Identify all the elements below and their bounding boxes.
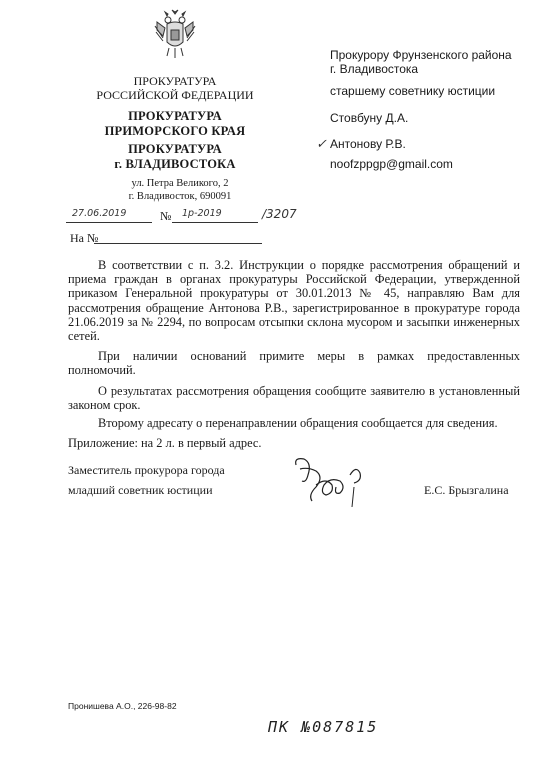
org-name-line2: РОССИЙСКОЙ ФЕДЕРАЦИИ [96, 88, 254, 102]
registration-number: 1р-2019 [182, 208, 222, 219]
coat-of-arms-emblem [153, 8, 197, 60]
region-line1: ПРОКУРАТУРА [128, 109, 222, 123]
address-line1: ул. Петра Великого, 2 [131, 178, 229, 189]
recipient1-line4: Стовбуну Д.А. [330, 111, 409, 125]
signer-title-line1: Заместитель прокурора города [68, 463, 225, 477]
executor-info: Пронишева А.О., 226-98-82 [68, 701, 177, 711]
number-underline [172, 222, 258, 223]
city-line2: г. ВЛАДИВОСТОКА [114, 157, 236, 171]
recipient1-line1: Прокурору Фрунзенского района [330, 48, 512, 62]
attachment-note: Приложение: на 2 л. в первый адрес. [68, 436, 262, 451]
recipient2-name: Антонову Р.В. [330, 137, 406, 151]
body-paragraph-4: Второму адресату о перенаправлении обращения сообщается для сведения. [98, 416, 498, 431]
reference-underline [94, 243, 262, 244]
signer-name: Е.С. Брызгалина [424, 483, 509, 497]
registration-date: 27.06.2019 [72, 208, 127, 219]
reference-label: На № [70, 231, 99, 245]
recipient1-line2: г. Владивостока [330, 62, 419, 76]
org-name-line1: ПРОКУРАТУРА [133, 74, 217, 88]
region-line2: ПРИМОРСКОГО КРАЯ [104, 124, 246, 138]
recipient2-email: noofzppgp@gmail.com [330, 157, 453, 171]
body-paragraph-1: В соответствии с п. 3.2. Инструкции о порядке рассмотрения обращений и приема граждан в органах прокуратуры Российской Федерации, утвержденной приказом Генеральной прокуратуры от 30.01.2013 № 45, направляю Вам для рассмотрения обращение Антонова Р.В., зарегистрированное в прокуратуре города 21.06.2019 за № 2294, по вопросам отсыпки склона мусором и засыпки инженерных сетей. [68, 258, 520, 344]
date-underline [66, 222, 152, 223]
recipient1-line3: старшему советнику юстиции [330, 84, 496, 98]
address-line2: г. Владивосток, 690091 [128, 191, 232, 202]
check-mark: ✓ [316, 136, 327, 151]
handwritten-signature [290, 455, 370, 513]
signer-title-line2: младший советник юстиции [68, 483, 213, 497]
body-paragraph-2: При наличии оснований примите меры в рамках предоставленных полномочий. [68, 349, 520, 378]
registration-number-label: № [160, 209, 172, 223]
city-line1: ПРОКУРАТУРА [128, 142, 222, 156]
letter-body [68, 258, 520, 450]
form-serial-number: ПК №087815 [268, 718, 379, 736]
registration-extra: /3207 [262, 207, 297, 221]
body-paragraph-3: О результатах рассмотрения обращения сообщите заявителю в установленный законом срок. [68, 383, 520, 412]
